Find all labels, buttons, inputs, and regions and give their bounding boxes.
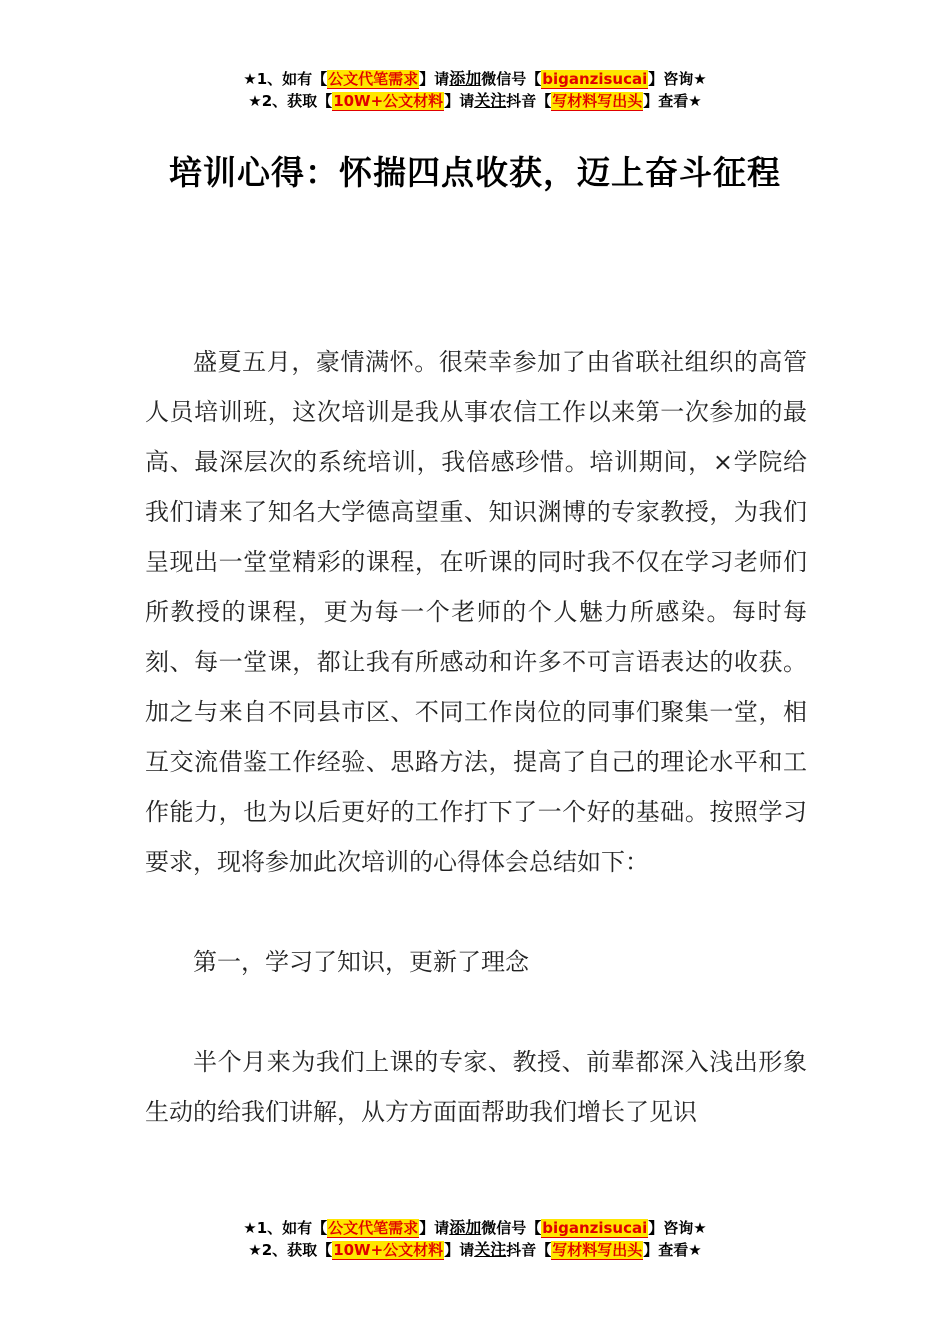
banner-emphasis: 关注	[474, 1240, 507, 1259]
banner-text: 微信号【	[481, 70, 542, 88]
banner-highlight-douyin: 写材料写出头	[552, 1241, 643, 1259]
banner-highlight-douyin: 写材料写出头	[552, 92, 643, 110]
banner-highlight-service: 公文代笔需求	[328, 70, 419, 88]
banner-text: 微信号【	[481, 1219, 542, 1237]
section-heading-1: 第一，学习了知识，更新了理念	[193, 948, 529, 976]
banner-text: 抖音【	[506, 92, 552, 110]
banner-text: 】请	[444, 92, 475, 110]
paragraph-intro: 盛夏五月，豪情满怀。很荣幸参加了由省联社组织的高管人员培训班，这次培训是我从事农信工作以来第一次参加的最高、最深层次的系统培训，我倍感珍惜。培训期间，×学院给我们请来了知名大学德高望重、知识渊博的专家教授，为我们呈现出一堂堂精彩的课程，在听课的同时我不仅在学习老师们所教授的课程，更为每一个老师的个人魅力所感染。每时每刻、每一堂课，都让我有所感动和许多不可言语表达的收获。加之与来自不同县市区、不同工作岗位的同事们聚集一堂，相互交流借鉴工作经验、思路方法，提高了自己的理论水平和工作能力，也为以后更好的工作打下了一个好的基础。按照学习要求，现将参加此次培训的心得体会总结如下：	[145, 348, 807, 876]
banner-text: 】查看★	[643, 1241, 702, 1259]
banner-text: ★1、如有【	[243, 70, 328, 88]
paragraph-section-1: 半个月来为我们上课的专家、教授、前辈都深入浅出形象生动的给我们讲解，从方方面面帮助我们增长了见识	[145, 1048, 807, 1126]
banner-emphasis: 添加	[449, 69, 482, 88]
banner-text: ★2、获取【	[248, 1241, 333, 1259]
banner-emphasis: 关注	[474, 91, 507, 110]
banner-highlight-wechat: biganzisucai	[542, 70, 648, 88]
banner-text: 】请	[444, 1241, 475, 1259]
banner-text: 】咨询★	[648, 1219, 707, 1237]
banner-line-2	[0, 1239, 950, 1261]
banner-line-1	[0, 68, 950, 90]
footer-banner	[0, 1217, 950, 1261]
banner-highlight-service: 公文代笔需求	[328, 1219, 419, 1237]
banner-text: 】咨询★	[648, 70, 707, 88]
header-banner	[0, 68, 950, 112]
document-title: 培训心得：怀揣四点收获，迈上奋斗征程	[169, 153, 781, 192]
banner-text: ★2、获取【	[248, 92, 333, 110]
banner-text: 】请	[419, 1219, 450, 1237]
banner-text: 】请	[419, 70, 450, 88]
banner-line-1	[0, 1217, 950, 1239]
document-body	[145, 337, 807, 1137]
banner-highlight-materials: 10W+公文材料	[333, 1241, 444, 1259]
banner-text: 抖音【	[506, 1241, 552, 1259]
banner-highlight-wechat: biganzisucai	[542, 1219, 648, 1237]
banner-emphasis: 添加	[449, 1218, 482, 1237]
banner-line-2	[0, 90, 950, 112]
banner-text: ★1、如有【	[243, 1219, 328, 1237]
banner-highlight-materials: 10W+公文材料	[333, 92, 444, 110]
banner-text: 】查看★	[643, 92, 702, 110]
